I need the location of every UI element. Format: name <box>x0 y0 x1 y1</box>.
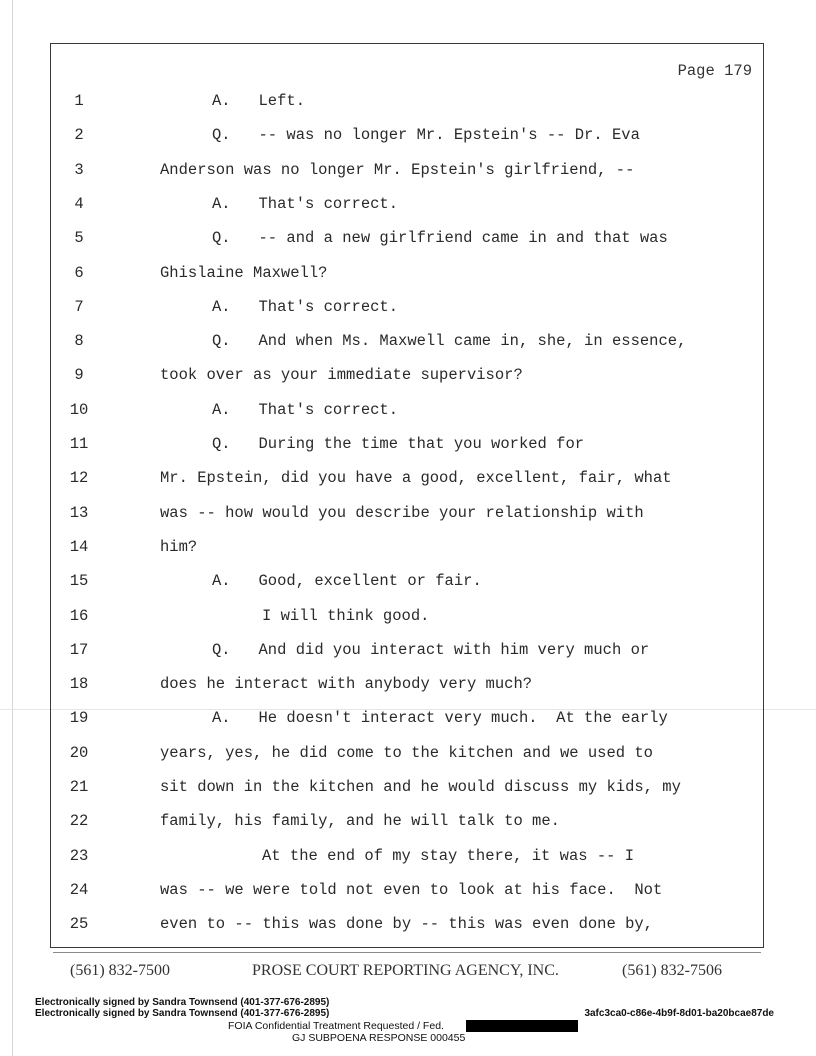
footer-phone-left: (561) 832-7500 <box>70 962 170 979</box>
line-text: A. He doesn't interact very much. At the early <box>212 709 668 728</box>
line-number: 23 <box>69 846 89 865</box>
transcript-line <box>0 296 816 330</box>
line-text: Mr. Epstein, did you have a good, excellent, fair, what <box>160 469 672 488</box>
redaction-block <box>466 1020 578 1032</box>
transcript-line <box>0 845 816 879</box>
line-number: 6 <box>74 263 84 282</box>
transcript-line <box>0 90 816 124</box>
line-number: 7 <box>74 297 84 316</box>
electronic-signature-2: Electronically signed by Sandra Townsend (401-377-676-2895) <box>35 1008 330 1019</box>
line-number: 25 <box>69 915 89 934</box>
line-number: 21 <box>69 778 89 796</box>
line-text: sit down in the kitchen and he would discuss my kids, my <box>160 778 681 796</box>
transcript-line <box>0 193 816 227</box>
line-text: was -- how would you describe your relationship with <box>160 503 644 522</box>
transcript-line <box>0 124 816 158</box>
line-text: I will think good. <box>262 606 430 625</box>
line-number: 17 <box>69 640 89 659</box>
line-number: 22 <box>69 812 89 831</box>
line-text: A. That's correct. <box>212 400 399 419</box>
transcript-line <box>0 639 816 673</box>
line-text: Q. And did you interact with him very much or <box>212 640 650 659</box>
line-text: years, yes, he did come to the kitchen and we used to <box>160 743 653 762</box>
line-number: 11 <box>69 435 89 453</box>
line-text: Q. During the time that you worked for <box>212 435 585 453</box>
transcript-line <box>0 742 816 776</box>
line-number: 20 <box>69 743 89 762</box>
line-number: 24 <box>69 880 89 899</box>
line-text: A. Good, excellent or fair. <box>212 572 482 591</box>
line-number: 2 <box>74 126 84 145</box>
transcript-line <box>0 502 816 536</box>
transcript-line <box>0 364 816 398</box>
document-hash: 3afc3ca0-c86e-4b9f-8d01-ba20bcae87de <box>584 1008 774 1019</box>
transcript-line <box>0 159 816 193</box>
line-text: Ghislaine Maxwell? <box>160 263 328 282</box>
line-number: 5 <box>74 229 84 248</box>
line-number: 1 <box>74 92 84 110</box>
line-text: A. That's correct. <box>212 297 399 316</box>
line-number: 3 <box>74 160 84 179</box>
transcript-line <box>0 673 816 707</box>
footer-agency-name: PROSE COURT REPORTING AGENCY, INC. <box>252 962 559 979</box>
transcript-line <box>0 776 816 810</box>
transcript-line <box>0 536 816 570</box>
line-text: Q. -- was no longer Mr. Epstein's -- Dr. Eva <box>212 126 640 145</box>
line-text: A. That's correct. <box>212 194 399 213</box>
footer-phone-right: (561) 832-7506 <box>622 962 722 979</box>
transcript-line <box>0 810 816 844</box>
line-text: A. Left. <box>212 92 306 110</box>
line-number: 19 <box>69 709 89 728</box>
line-text: him? <box>160 537 198 556</box>
line-text: took over as your immediate supervisor? <box>160 366 523 385</box>
line-text: even to -- this was done by -- this was even done by, <box>160 915 653 934</box>
line-number: 15 <box>69 572 89 591</box>
transcript-line <box>0 433 816 467</box>
line-text: Q. -- and a new girlfriend came in and that was <box>212 229 668 248</box>
transcript-line <box>0 707 816 741</box>
transcript-line <box>0 330 816 364</box>
line-text: does he interact with anybody very much? <box>160 675 533 694</box>
transcript-line <box>0 913 816 947</box>
line-text: was -- we were told not even to look at his face. Not <box>160 880 663 899</box>
line-number: 9 <box>74 366 84 385</box>
transcript-line <box>0 467 816 501</box>
line-number: 14 <box>69 537 89 556</box>
line-number: 13 <box>69 503 89 522</box>
electronic-signature-1: Electronically signed by Sandra Townsend (401-377-676-2895) <box>35 997 330 1008</box>
line-number: 16 <box>69 606 89 625</box>
line-number: 10 <box>69 400 89 419</box>
transcript-line <box>0 605 816 639</box>
subpoena-notice: GJ SUBPOENA RESPONSE 000455 <box>292 1032 466 1044</box>
transcript-line <box>0 570 816 604</box>
line-number: 4 <box>74 194 84 213</box>
page-number: Page 179 <box>677 62 752 80</box>
line-number: 8 <box>74 332 84 351</box>
transcript-line <box>0 879 816 913</box>
line-text: family, his family, and he will talk to me. <box>160 812 560 831</box>
foia-notice: FOIA Confidential Treatment Requested / Fed. <box>228 1020 444 1032</box>
line-text: Anderson was no longer Mr. Epstein's girlfriend, -- <box>160 160 635 179</box>
transcript-line <box>0 399 816 433</box>
transcript-line <box>0 262 816 296</box>
line-text: Q. And when Ms. Maxwell came in, she, in essence, <box>212 332 687 351</box>
line-text: At the end of my stay there, it was -- I <box>262 846 635 865</box>
line-number: 18 <box>69 675 89 694</box>
line-number: 12 <box>69 469 89 488</box>
transcript-line <box>0 227 816 261</box>
